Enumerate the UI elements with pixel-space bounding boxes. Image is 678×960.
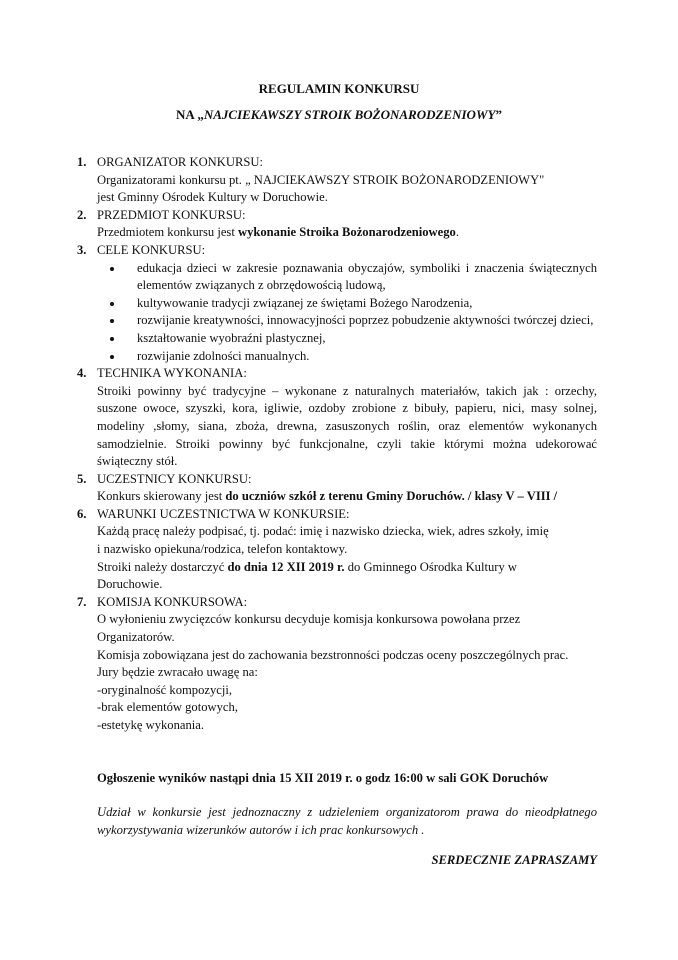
text-span: do Gminnego Ośrodka Kultury w <box>344 559 518 574</box>
section-organizer <box>77 154 597 207</box>
closing-invitation: SERDECZNIE ZAPRASZAMY <box>431 853 597 867</box>
section-heading: ORGANIZATOR KONKURSU: <box>97 155 263 169</box>
list-item-text: rozwijanie kreatywności, innowacyjności poprzez pobudzenie aktywności twórczej dzieci, <box>137 313 594 328</box>
document-subtitle <box>0 107 678 123</box>
bullet-icon <box>110 319 114 323</box>
section-number: 5. <box>77 471 87 486</box>
bullet-icon <box>110 355 114 359</box>
text-span: Przedmiotem konkursu jest <box>97 225 238 240</box>
text-bold: wykonanie Stroika Bożonarodzeniowego <box>237 225 456 240</box>
section-text: Stroiki powinny być tradycyjne – wykonane z naturalnych materiałów, takich jak : orzechy, suszone owoce, szyszki, kora, igliwie, ozdoby zrobione z bibuły, papieru, nici, masy solnej, modeliny ,słomy, siana, zboża, drewna, zasuszonych roślin, oraz elementów wykonanych samodzielnie. Stroiki powinny być funkcjonalne, czyli takie którymi można udekorować świąteczny stół. <box>97 383 597 469</box>
section-number: 3. <box>77 242 87 257</box>
list-item <box>137 312 597 330</box>
list-item-text: kształtowanie wyobraźni plastycznej, <box>137 330 326 345</box>
text-span: Konkurs skierowany jest <box>97 489 226 504</box>
bullet-icon <box>110 337 114 341</box>
criteria-item: -estetykę wykonania. <box>97 718 205 732</box>
section-text: i nazwisko opiekuna/rodzica, telefon kontaktowy. <box>97 542 348 557</box>
consent-notice: Udział w konkursie jest jednoznaczny z udzieleniem organizatorom prawa do nieodpłatnego wykorzystywania wizerunków autorów i ich prac konkursowych . <box>97 805 597 837</box>
section-text <box>97 488 597 506</box>
goals-list <box>97 260 597 366</box>
list-item <box>137 260 597 295</box>
text-bold: do uczniów szkół z terenu Gminy Doruchów. / klasy V – VIII / <box>225 489 558 504</box>
section-participants <box>77 471 597 506</box>
bullet-icon <box>110 302 114 306</box>
section-text: Doruchowie. <box>97 577 163 592</box>
bullet-icon <box>110 267 114 271</box>
subtitle-prefix: NA „ <box>176 107 204 122</box>
section-deadline <box>97 559 597 577</box>
section-text: jest Gminny Ośrodek Kultury w Doruchowie. <box>97 190 328 205</box>
text-span: . <box>455 225 459 240</box>
section-text: Komisja zobowiązana jest do zachowania bezstronności podczas oceny poszczególnych prac. <box>97 647 569 662</box>
section-heading: PRZEDMIOT KONKURSU: <box>97 207 246 222</box>
section-text: Organizatorami konkursu pt. „ NAJCIEKAWSZY STROIK BOŻONARODZENIOWY" <box>97 172 545 187</box>
section-number: 1. <box>77 155 87 169</box>
section-text: O wyłonieniu zwycięzców konkursu decyduje komisja konkursowa powołana przez <box>97 612 521 627</box>
section-text: Każdą pracę należy podpisać, tj. podać: imię i nazwisko dziecka, wiek, adres szkoły, imię <box>97 524 549 539</box>
section-conditions <box>77 506 597 594</box>
section-number: 7. <box>77 594 87 609</box>
list-item-text: kultywowanie tradycji związanej ze świętami Bożego Narodzenia, <box>137 295 473 310</box>
list-item-text: edukacja dzieci w zakresie poznawania obyczajów, symboliki i znaczenia świątecznych elementów związanych z obrzędowością ludową, <box>137 260 597 293</box>
section-heading: KOMISJA KONKURSOWA: <box>97 594 248 609</box>
rules-list <box>77 154 597 735</box>
list-item <box>137 330 597 348</box>
section-technique <box>77 365 597 471</box>
document-title: REGULAMIN KONKURSU <box>258 81 420 96</box>
section-goals <box>77 242 597 365</box>
section-heading: CELE KONKURSU: <box>97 242 206 257</box>
section-number: 6. <box>77 506 87 521</box>
subtitle-suffix: ” <box>495 107 502 122</box>
section-text: Jury będzie zwracało uwagę na: <box>97 665 258 680</box>
text-span: Stroiki należy dostarczyć <box>97 559 228 574</box>
subtitle-contest-name: NAJCIEKAWSZY STROIK BOŻONARODZENIOWY <box>203 107 496 122</box>
section-heading: UCZESTNICY KONKURSU: <box>97 471 252 486</box>
section-subject <box>77 207 597 242</box>
section-jury <box>77 594 597 735</box>
deadline-date: do dnia 12 XII 2019 r. <box>227 559 345 574</box>
criteria-item: -brak elementów gotowych, <box>97 700 238 715</box>
section-number: 4. <box>77 366 87 381</box>
section-text: Organizatorów. <box>97 630 175 645</box>
section-text <box>97 224 597 242</box>
list-item-text: rozwijanie zdolności manualnych. <box>137 348 310 363</box>
section-heading: WARUNKI UCZESTNICTWA W KONKURSIE: <box>97 506 350 521</box>
list-item <box>137 295 597 313</box>
results-announcement: Ogłoszenie wyników nastąpi dnia 15 XII 2019 r. o godz 16:00 w sali GOK Doruchów <box>97 771 549 785</box>
section-number: 2. <box>77 207 87 222</box>
section-heading: TECHNIKA WYKONANIA: <box>97 366 247 381</box>
list-item <box>137 348 597 366</box>
criteria-item: -oryginalność kompozycji, <box>97 682 233 697</box>
